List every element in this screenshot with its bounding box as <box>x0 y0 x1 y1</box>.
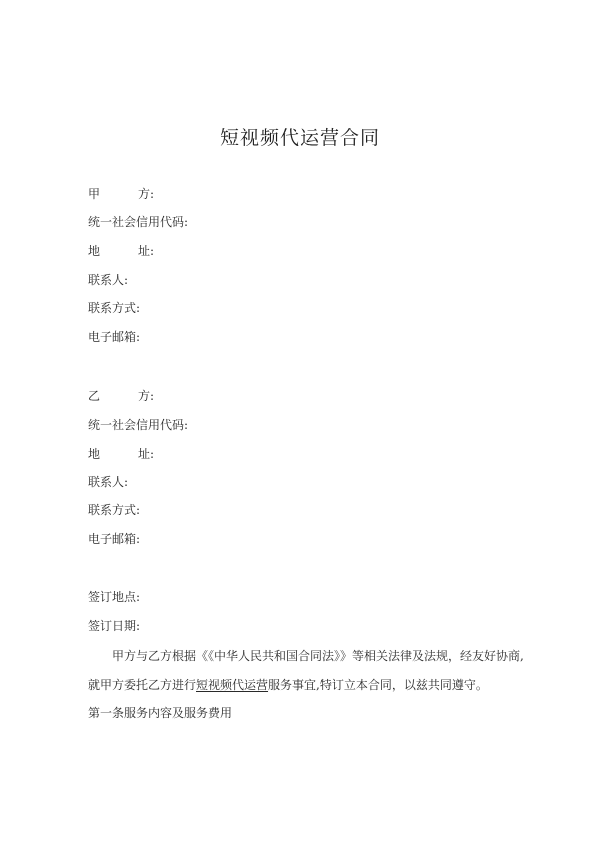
party-a-credit-code-label: 统一社会信用代码: <box>88 215 189 229</box>
party-a-name-label-2: 方: <box>138 187 155 201</box>
party-a-address-label-1: 地 <box>88 244 101 258</box>
party-b-contact-label: 联系人: <box>88 475 129 489</box>
party-b-name-line <box>88 389 155 403</box>
party-a-address-line <box>88 244 155 258</box>
sign-date-label: 签订日期: <box>88 619 141 633</box>
party-b-name-label-2: 方: <box>138 389 155 403</box>
preamble-line-1: 甲方与乙方根据《《中华人民共和国合同法》》等相关法律及法规，经友好协商, <box>112 649 524 663</box>
party-b-email-label: 电子邮箱: <box>88 532 141 546</box>
party-a-contact-method-label: 联系方式: <box>88 301 141 315</box>
party-a-address-label-2: 址: <box>138 244 155 258</box>
preamble-line-2-post: 服务事宜,特订立本合同，以兹共同遵守。 <box>268 678 488 692</box>
party-b-name-label-1: 乙 <box>88 389 101 403</box>
document-title: 短视频代运营合同 <box>219 127 380 149</box>
party-a-contact-label: 联系人: <box>88 273 129 287</box>
preamble-line-2 <box>88 678 528 692</box>
party-b-address-label-2: 址: <box>138 447 155 461</box>
party-b-address-line <box>88 447 155 461</box>
party-b-address-label-1: 地 <box>88 447 101 461</box>
preamble-service-name: 短视频代运营 <box>196 678 269 692</box>
party-a-name-line <box>88 187 155 201</box>
party-a-email-label: 电子邮箱: <box>88 330 141 344</box>
article-1-heading: 第一条服务内容及服务费用 <box>88 706 233 720</box>
preamble-line-2-pre: 就甲方委托乙方进行 <box>88 678 197 692</box>
party-b-credit-code-label: 统一社会信用代码: <box>88 418 189 432</box>
party-b-contact-method-label: 联系方式: <box>88 503 141 517</box>
sign-place-label: 签订地点: <box>88 590 141 604</box>
party-a-name-label-1: 甲 <box>88 187 101 201</box>
